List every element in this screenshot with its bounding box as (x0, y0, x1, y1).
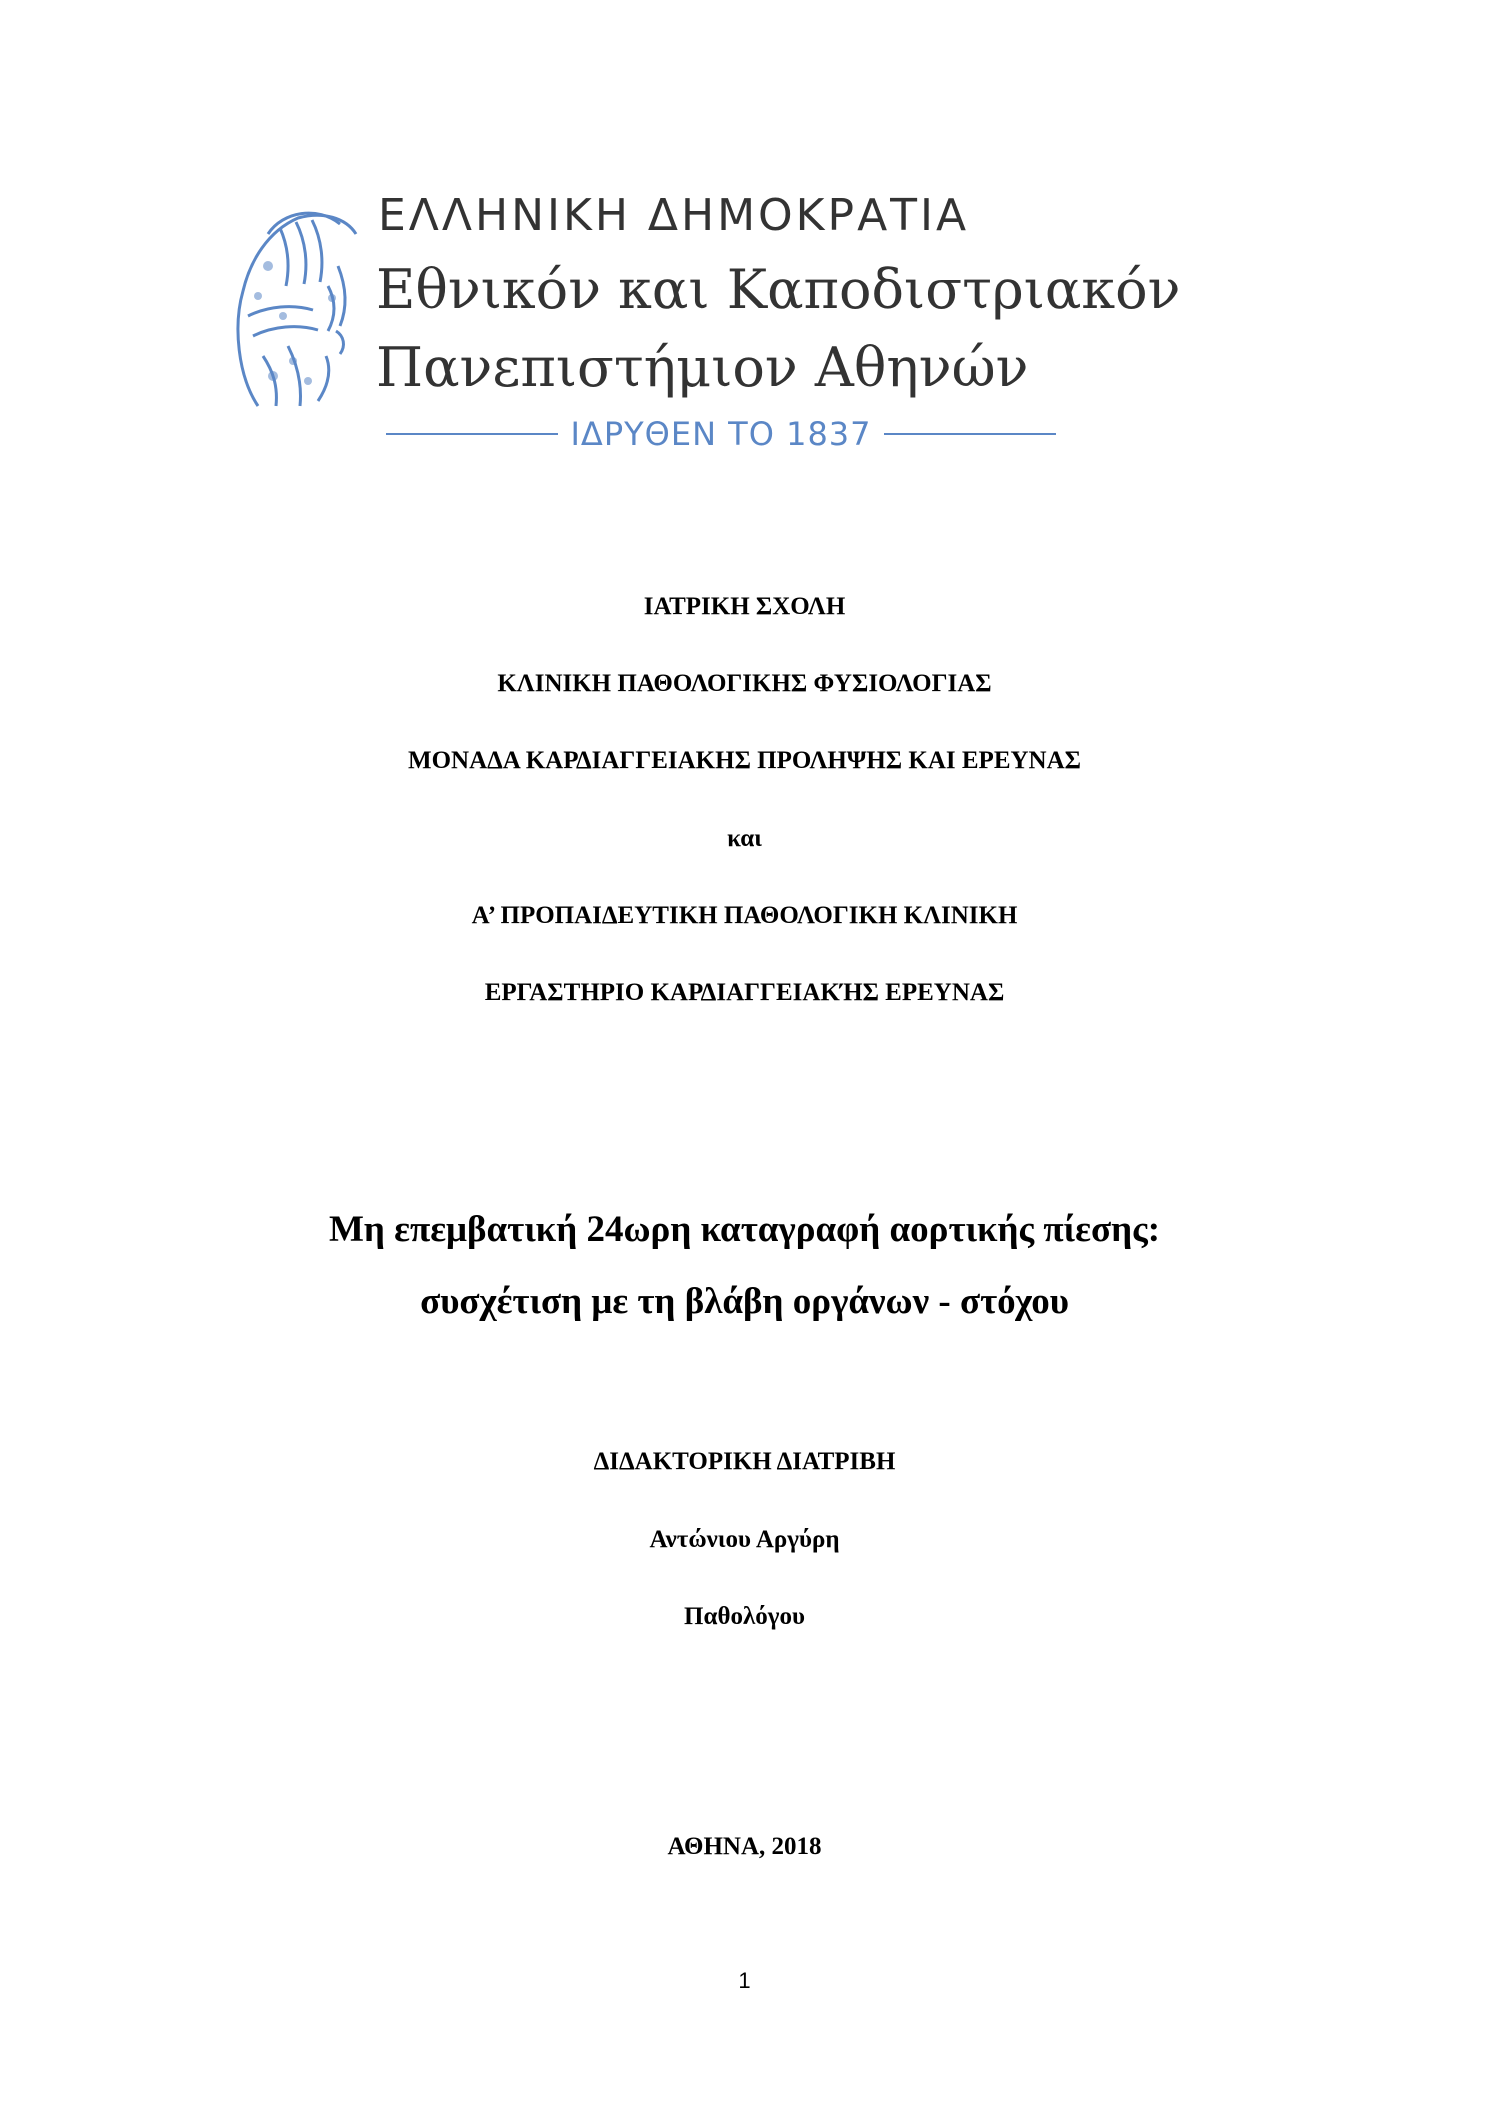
page-number: 1 (738, 1968, 751, 1993)
logo-country-name: ΕΛΛΗΝΙΚΗ ΔΗΜΟΚΡΑΤΙΑ (378, 190, 970, 241)
founded-rule-right (884, 433, 1056, 435)
author-specialty: Παθολόγου (684, 1603, 805, 1630)
author-name: Αντώνιου Αργύρη (649, 1526, 840, 1553)
logo-university-name-line2: Πανεπιστήμιον Αθηνών (376, 336, 1029, 399)
founded-rule-left (386, 433, 558, 435)
clinic-name: ΚΛΙΝΙΚΗ ΠΑΘΟΛΟΓΙΚΗΣ ΦΥΣΙΟΛΟΓΙΑΣ (497, 670, 992, 697)
logo-university-name-line1: Εθνικόν και Καποδιστριακόν (376, 258, 1181, 321)
document-type: ΔΙΔΑΚΤΟΡΙΚΗ ΔΙΑΤΡΙΒΗ (593, 1448, 896, 1475)
conjunction-text: και (727, 825, 762, 852)
school-name: ΙΑΤΡΙΚΗ ΣΧΟΛΗ (643, 593, 846, 620)
unit-name: ΜΟΝΑΔΑ ΚΑΡΔΙΑΓΓΕΙΑΚΗΣ ΠΡΟΛΗΨΗΣ ΚΑΙ ΕΡΕΥΝΑΣ (407, 747, 1082, 774)
athena-head-icon (228, 206, 363, 411)
thesis-title-line1: Μη επεμβατική 24ωρη καταγραφή αορτικής πίεσης: (328, 1209, 1161, 1250)
second-clinic-name: Α’ ΠΡΟΠΑΙΔΕΥΤΙΚΗ ΠΑΘΟΛΟΓΙΚΗ ΚΛΙΝΙΚΗ (471, 902, 1018, 929)
university-logo (228, 190, 1228, 460)
thesis-title-line2: συσχέτιση με τη βλάβη οργάνων - στόχου (420, 1281, 1069, 1322)
logo-founded-banner (386, 414, 1056, 454)
place-and-year: ΑΘΗΝΑ, 2018 (667, 1833, 822, 1860)
logo-founded-text: ΙΔΡΥΘΕΝ ΤΟ 1837 (570, 415, 872, 453)
laboratory-name: ΕΡΓΑΣΤΗΡΙΟ ΚΑΡΔΙΑΓΓΕΙΑΚΉΣ ΕΡΕΥΝΑΣ (484, 979, 1005, 1006)
